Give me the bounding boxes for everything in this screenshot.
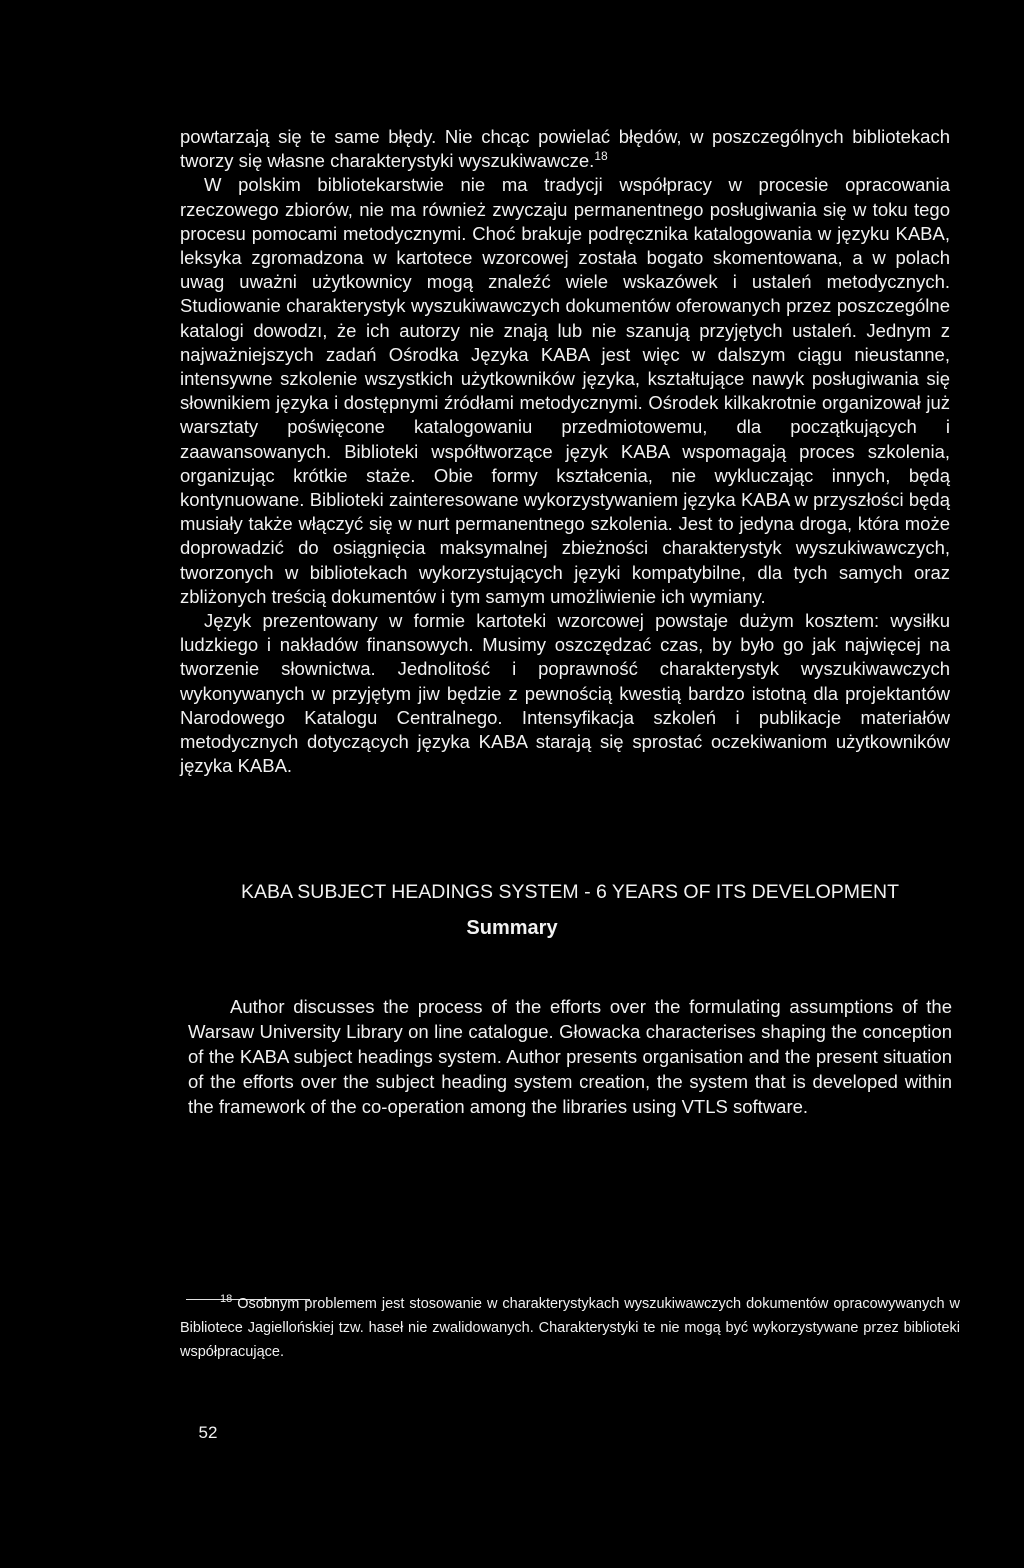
- summary-text: [188, 994, 952, 1119]
- summary-title: KABA SUBJECT HEADINGS SYSTEM - 6 YEARS OF ITS DEVELOPMENT: [240, 881, 900, 903]
- footnote-text: Osobnym problemem jest stosowanie w charakterystykach wyszukiwawczych dokumentów opracowywanych w Bibliotece Jagiellońskiej tzw. haseł nie zwalidowanych. Charakterystyki te nie mogą być wykorzystywane przez biblioteki współpracujące.: [180, 1296, 961, 1360]
- paragraph-3: Język prezentowany w formie kartoteki wzorcowej powstaje dużym kosztem: wysiłku ludzkiego i nakładów finansowych. Musimy oszczędzać czas, by było go jak najwięcej na tworzenie słownictwa. Jednolitość i poprawność charakterystyk wyszukiwawczych wykonywanych w przyjętym jiw będzie z pewnością kwestią bardzo istotną dla projektantów Narodowego Katalogu Centralnego. Intensyfikacja szkoleń i publikacje materiałów metodycznych dotyczących języka KABA starają się sprostać oczekiwaniom użytkowników języka KABA.: [180, 610, 950, 777]
- summary-heading: Summary: [466, 917, 558, 939]
- main-text: [180, 125, 950, 778]
- paragraph-1: [180, 125, 950, 173]
- footnote-paragraph: [180, 1292, 960, 1364]
- footnote: [180, 1292, 960, 1364]
- summary-paragraph: Author discusses the process of the efforts over the formulating assumptions of the Warsaw University Library on line catalogue. Głowacka characterises shaping the conception of the KABA subject headings system. Author presents organisation and the present situation of the efforts over the subject heading system creation, the system that is developed within the framework of the co-operation among the libraries using VTLS software.: [188, 996, 952, 1117]
- paragraph-1-text: powtarzają się te same błędy. Nie chcąc powielać błędów, w poszczególnych bibliotekach tworzy się własne charakterystyki wyszukiwawcze.: [180, 126, 950, 172]
- footnote-reference: 18: [594, 149, 608, 164]
- footnote-mark: 18: [220, 1293, 233, 1306]
- paragraph-2: W polskim bibliotekarstwie nie ma tradycji współpracy w procesie opracowania rzeczowego zbiorów, nie ma również zwyczaju permanentnego posługiwania się w toku tego procesu pomocami metodycznymi. Choć brakuje podręcznika katalogowania w języku KABA, leksyka zgromadzona w kartotece wzorcowej została bogato skomentowana, a w polach uwag uważni użytkownicy mogą znaleźć wiele wskazówek i ustaleń metodycznych. Studiowanie charakterystyk wyszukiwawczych dokumentów oferowanych przez poszczególne katalogi dowodzı, że ich autorzy nie znają lub nie szanują przyjętych ustaleń. Jednym z najważniejszych zadań Ośrodka Języka KABA jest więc w dalszym ciągu nieustanne, intensywne szkolenie wszystkich użytkowników języka, kształtujące nawyk posługiwania się słownikiem języka i dostępnymi źródłami metodycznymi. Ośrodek kilkakrotnie organizował już warsztaty poświęcone katalogowaniu przedmiotowemu, dla początkujących i zaawansowanych. Biblioteki współtworzące język KABA wspomagają proces szkolenia, organizując krótkie staże. Obie formy kształcenia, nie wykluczając innych, będą kontynuowane. Biblioteki zainteresowane wykorzystywaniem języka KABA w przyszłości będą musiały także włączyć się w nurt permanentnego szkolenia. Jest to jedyna droga, która może doprowadzić do osiągnięcia maksymalnej zbieżności charakterystyk wyszukiwawczych, tworzonych w bibliotekach wykorzystujących języki kompatybilne, dla tych samych oraz zbliżonych treścią dokumentów i tym samym umożliwienie ich wymiany.: [180, 174, 950, 607]
- page-number: 52: [198, 1423, 218, 1442]
